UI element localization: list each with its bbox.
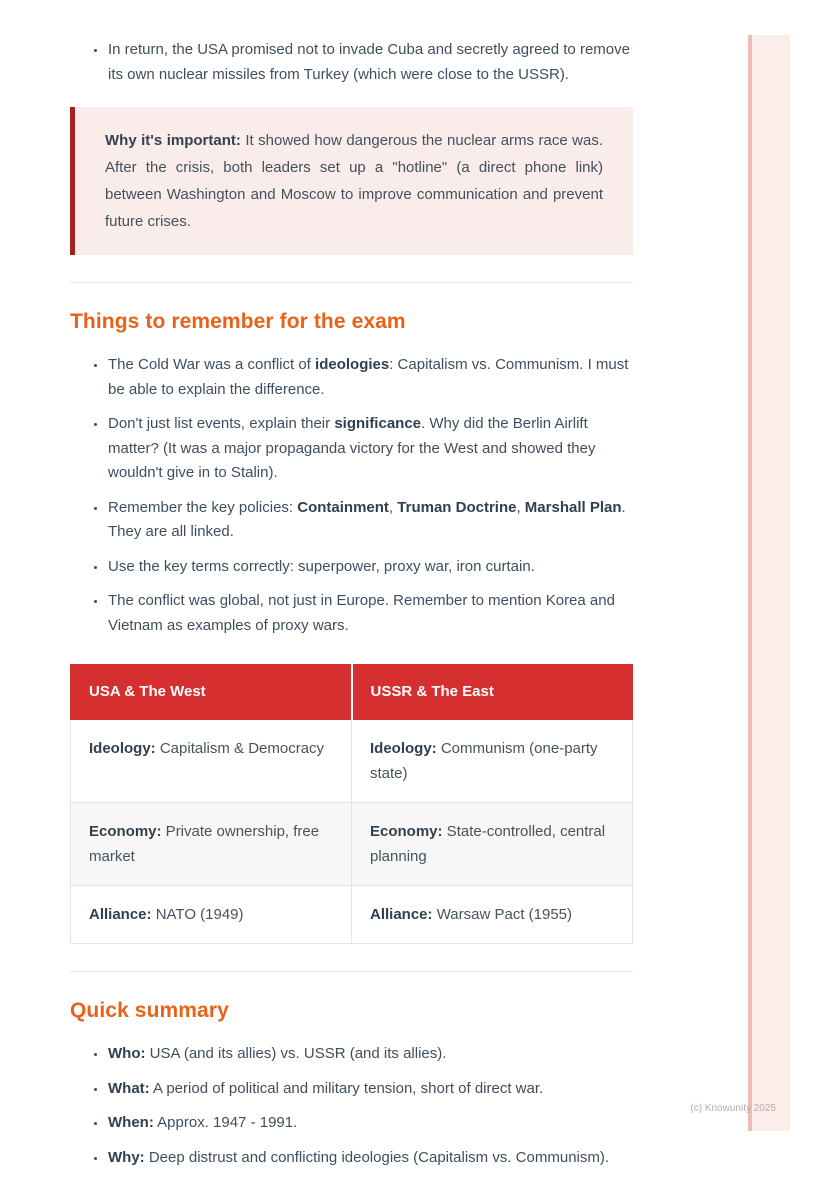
table-cell: Alliance: NATO (1949) <box>71 886 352 944</box>
decorative-side-stripe <box>748 35 790 1131</box>
list-item: • The conflict was global, not just in Europe. Remember to mention Korea and Vietnam as examples of proxy wars. <box>107 589 633 638</box>
table-header-row <box>71 665 633 720</box>
list-item: • Why: Deep distrust and conflicting ideologies (Capitalism vs. Communism). <box>107 1146 633 1171</box>
table-row <box>71 803 633 886</box>
comparison-table-body <box>71 720 633 944</box>
table-row <box>71 720 633 803</box>
summary-section-title: Quick summary <box>70 999 229 1022</box>
callout-text: It showed how dangerous the nuclear arms race was. After the crisis, both leaders set up a "hotline" (a direct phone link) between Washington and Moscow to improve communication and prevent future crises. <box>105 132 604 230</box>
section-divider <box>70 971 633 972</box>
table-header-east: USSR & The East <box>352 665 633 720</box>
list-item: • What: A period of political and military tension, short of direct war. <box>107 1077 633 1102</box>
table-cell: Alliance: Warsaw Pact (1955) <box>352 886 633 944</box>
exam-section-title: Things to remember for the exam <box>70 310 406 333</box>
intro-bullet-list <box>70 38 633 87</box>
table-cell: Ideology: Capitalism & Democracy <box>71 720 352 803</box>
footer-credit: (c) Knowunity 2025 <box>690 1103 776 1114</box>
list-item: • Don't just list events, explain their significance. Why did the Berlin Airlift matter? (It was a major propaganda victory for the West and showed they wouldn't give in to Stalin). <box>107 412 633 486</box>
section-divider <box>70 282 633 283</box>
callout-lead: Why it's important: <box>105 132 241 149</box>
table-row <box>71 886 633 944</box>
exam-bullet-list <box>70 353 633 638</box>
table-cell: Economy: State-controlled, central planning <box>352 803 633 886</box>
list-item: • The Cold War was a conflict of ideologies: Capitalism vs. Communism. I must be able to explain the difference. <box>107 353 633 402</box>
table-cell: Economy: Private ownership, free market <box>71 803 352 886</box>
summary-bullet-list <box>70 1042 633 1170</box>
list-item: • When: Approx. 1947 - 1991. <box>107 1111 633 1136</box>
list-item: • Remember the key policies: Containment, Truman Doctrine, Marshall Plan. They are all linked. <box>107 496 633 545</box>
comparison-table <box>70 664 633 944</box>
list-item: • Who: USA (and its allies) vs. USSR (and its allies). <box>107 1042 633 1067</box>
list-item: • In return, the USA promised not to invade Cuba and secretly agreed to remove its own nuclear missiles from Turkey (which were close to the USSR). <box>107 38 633 87</box>
table-header-west: USA & The West <box>71 665 352 720</box>
list-item: • Use the key terms correctly: superpower, proxy war, iron curtain. <box>107 555 633 580</box>
important-callout <box>70 107 633 255</box>
table-cell: Ideology: Communism (one-party state) <box>352 720 633 803</box>
document-content <box>70 0 633 1180</box>
comparison-table-head <box>71 665 633 720</box>
